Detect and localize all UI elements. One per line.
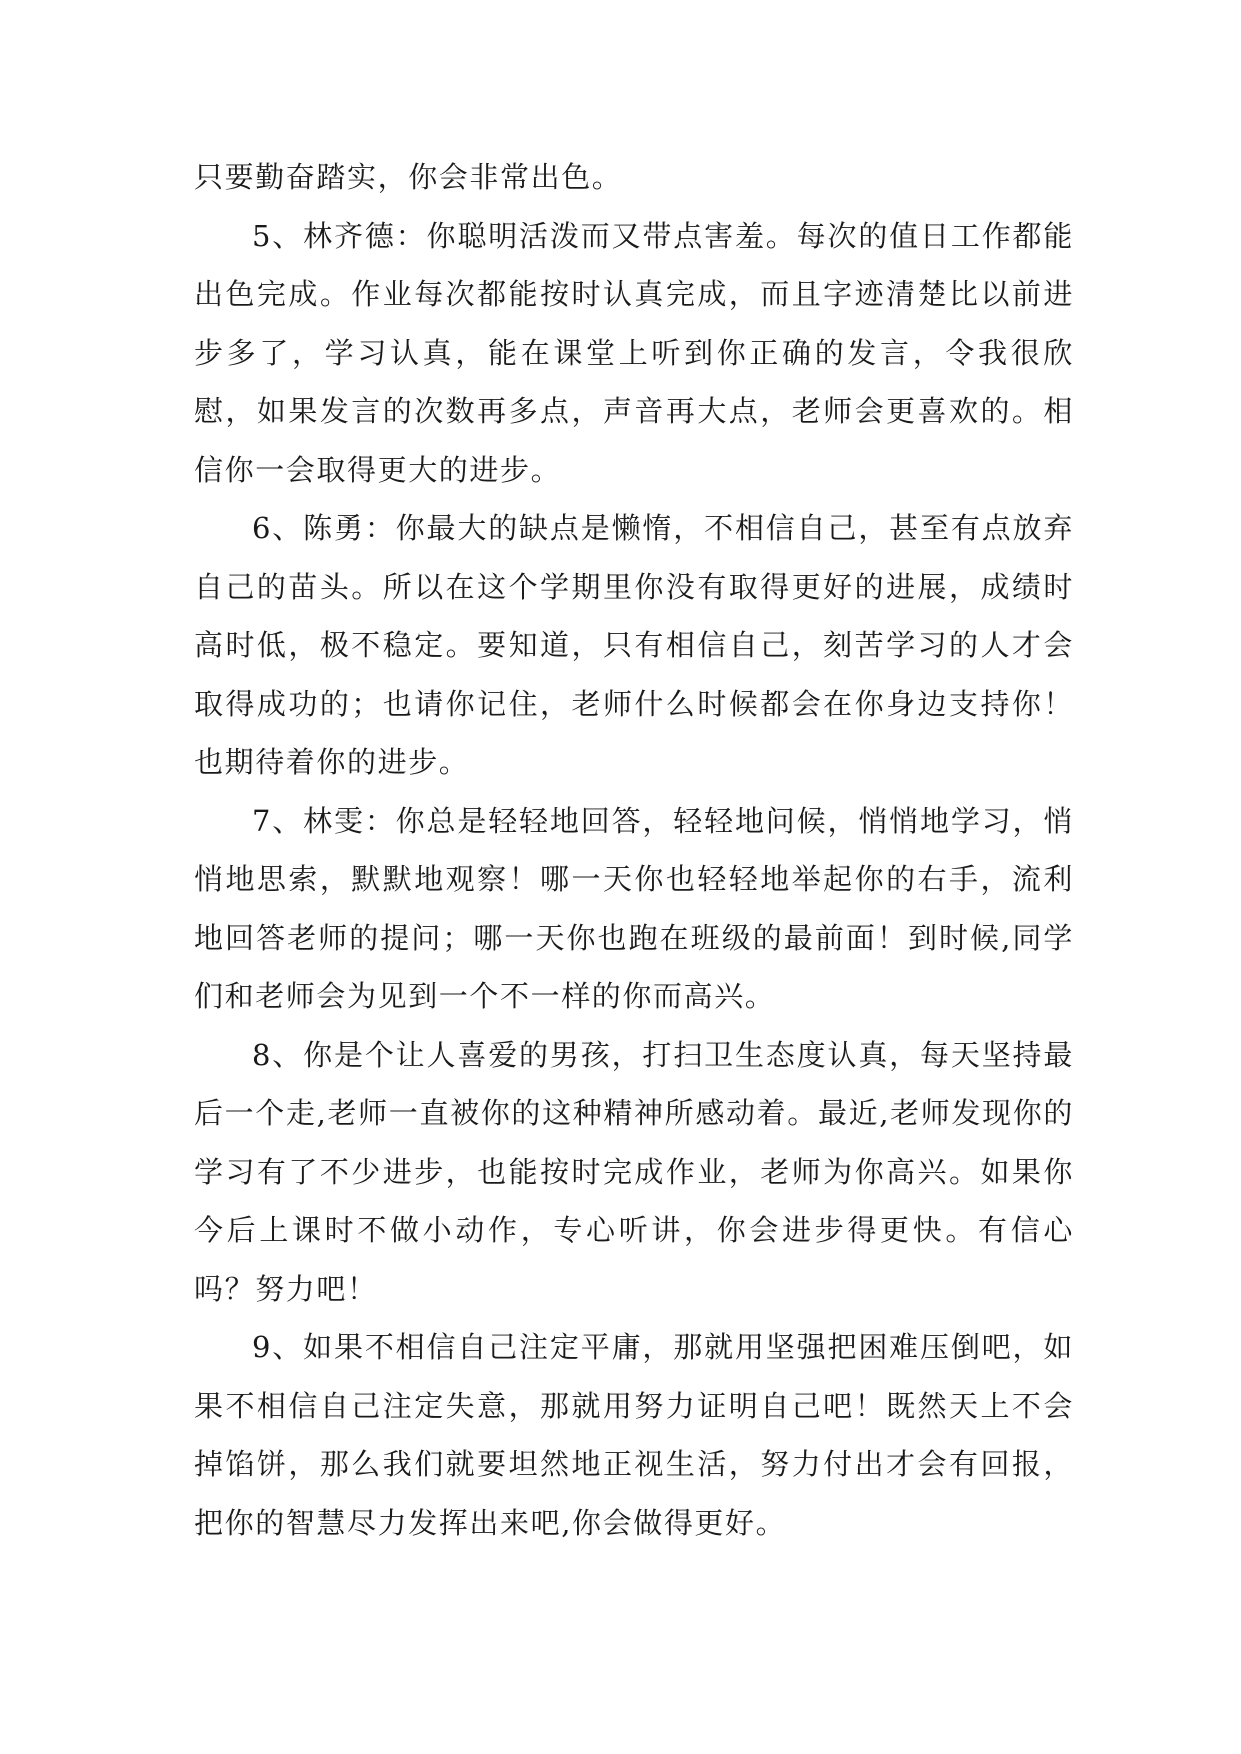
paragraph-continuation: 只要勤奋踏实，你会非常出色。 bbox=[194, 160, 623, 194]
paragraph-comment-7: 7、林雯：你总是轻轻地回答，轻轻地问候，悄悄地学习，悄悄地思索，默默地观察！哪一天你也轻轻地举起你的右手，流利地回答老师的提问；哪一天你也跑在班级的最前面！到时候,同学们和老师会为见到一个不一样的你而高兴。 bbox=[194, 803, 1074, 1013]
paragraph-comment-9: 9、如果不相信自己注定平庸，那就用坚强把困难压倒吧，如果不相信自己注定失意，那就用努力证明自己吧！既然天上不会掉馅饼，那么我们就要坦然地正视生活，努力付出才会有回报，把你的智慧尽力发挥出来吧,你会做得更好。 bbox=[194, 1330, 1074, 1540]
paragraph-comment-8: 8、你是个让人喜爱的男孩，打扫卫生态度认真，每天坚持最后一个走,老师一直被你的这种精神所感动着。最近,老师发现你的学习有了不少进步，也能按时完成作业，老师为你高兴。如果你今后上课时不做小动作，专心听讲，你会进步得更快。有信心吗？努力吧！ bbox=[194, 1037, 1074, 1306]
paragraph-comment-5: 5、林齐德：你聪明活泼而又带点害羞。每次的值日工作都能出色完成。作业每次都能按时认真完成，而且字迹清楚比以前进步多了，学习认真，能在课堂上听到你正确的发言，令我很欣慰，如果发言的次数再多点，声音再大点，老师会更喜欢的。相信你一会取得更大的进步。 bbox=[194, 218, 1074, 487]
paragraph-comment-6: 6、陈勇：你最大的缺点是懒惰，不相信自己，甚至有点放弃自己的苗头。所以在这个学期里你没有取得更好的进展，成绩时高时低，极不稳定。要知道，只有相信自己，刻苦学习的人才会取得成功的；也请你记住，老师什么时候都会在你身边支持你！也期待着你的进步。 bbox=[194, 511, 1074, 779]
document-body bbox=[194, 148, 1074, 1552]
